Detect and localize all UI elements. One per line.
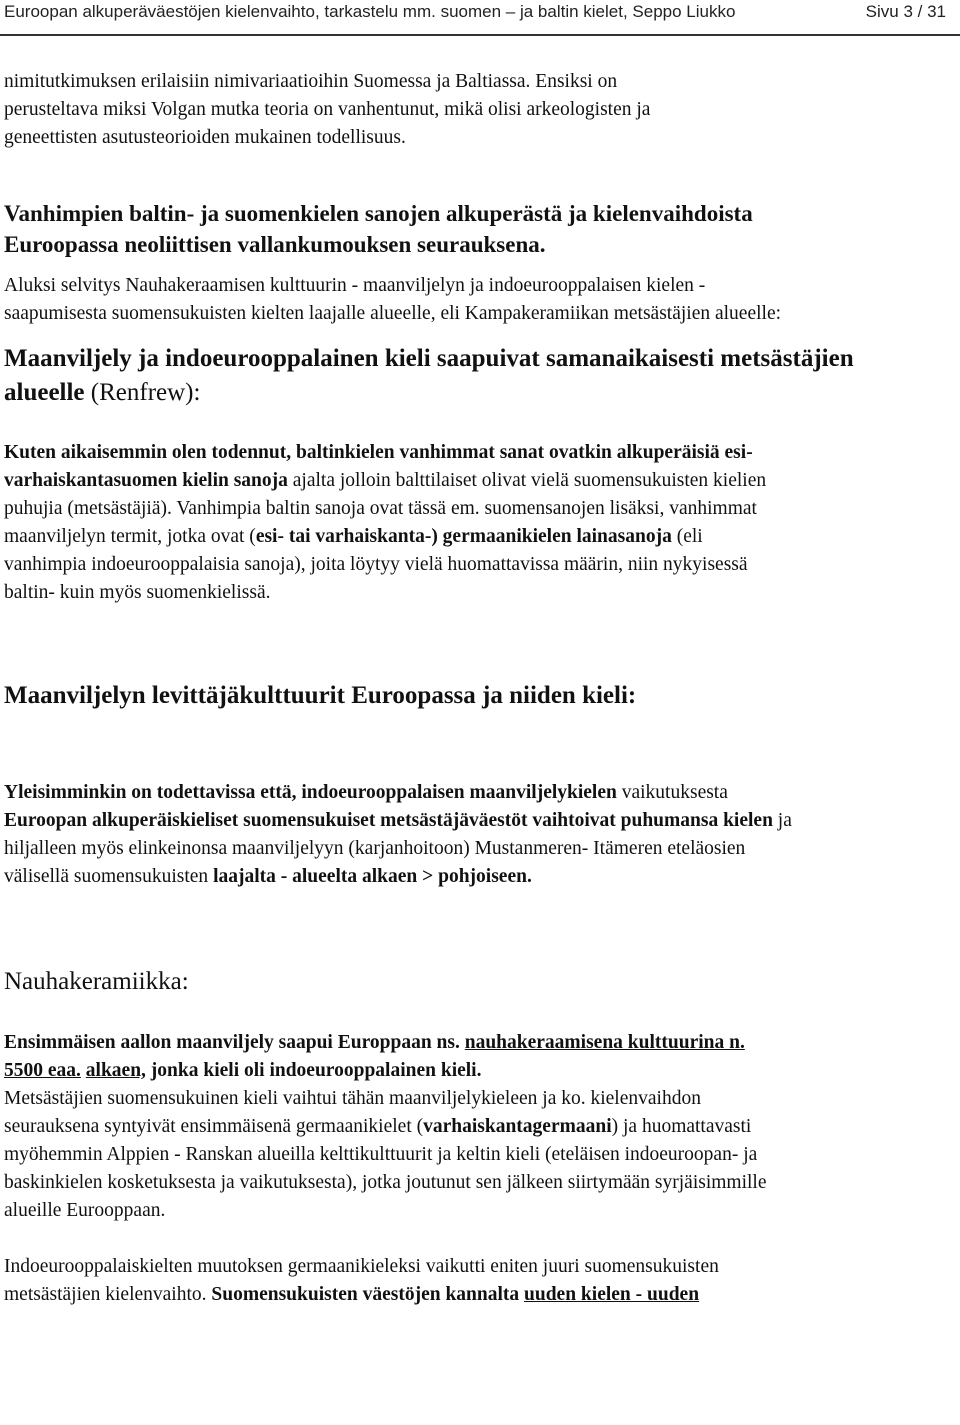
section-heading-3	[4, 679, 954, 713]
text-line: Indoeurooppalaiskielten muutoksen germaanikieleksi vaikutti eniten juuri suomensukuisten	[4, 1256, 719, 1277]
text-line	[4, 863, 954, 891]
text-line	[4, 779, 954, 807]
heading-line: Nauhakeramiikka:	[4, 968, 189, 995]
paragraph-aluksi	[4, 272, 954, 328]
heading-line: Maanviljelyn levittäjäkulttuurit Euroopassa ja niiden kieli:	[4, 682, 637, 709]
paragraph-indoeurooppalaiskielten	[4, 1253, 954, 1309]
text-line	[4, 1113, 954, 1141]
text-span: maanviljelyn termit, jotka ovat (	[4, 526, 256, 547]
text-span: välisellä suomensukuisten	[4, 866, 214, 887]
document-body	[4, 68, 954, 1309]
text-line: perusteltava miksi Volgan mutka teoria on vanhentunut, mikä olisi arkeologisten ja	[4, 99, 651, 120]
bold-span: varhaiskantagermaani	[423, 1116, 612, 1137]
section-heading-2	[4, 342, 954, 410]
text-line: Metsästäjien suomensukuinen kieli vaihtui tähän maanviljelykieleen ja ko. kielenvaihdon	[4, 1088, 701, 1109]
heading-line: Euroopassa neoliittisen vallankumouksen seurauksena.	[4, 232, 546, 257]
bold-span: Suomensukuisten väestöjen kannalta	[211, 1284, 525, 1305]
text-line	[4, 523, 954, 551]
bold-span: laajalta - alueelta alkaen > pohjoiseen.	[213, 866, 532, 887]
bold-span: Euroopan alkuperäiskieliset suomensukuiset metsästäjäväestöt vaihtoivat puhumansa kielen	[4, 810, 773, 831]
text-line: Kuten aikaisemmin olen todennut, baltinkielen vanhimmat sanat ovatkin alkuperäisiä esi-	[4, 442, 753, 463]
bold-span: Yleisimminkin on todettavissa että, indoeurooppalaisen maanviljelykielen	[4, 782, 617, 803]
heading-line: Vanhimpien baltin- ja suomenkielen sanojen alkuperästä ja kielenvaihdoista	[4, 201, 753, 226]
text-span: vaikutuksesta	[616, 782, 728, 803]
bold-span: varhaiskantasuomen kielin sanoja	[4, 470, 288, 491]
text-line	[4, 1057, 954, 1085]
text-span: ) ja huomattavasti	[611, 1116, 752, 1137]
paragraph-intro	[4, 68, 954, 152]
text-line: hiljalleen myös elinkeinonsa maanviljelyyn (karjanhoitoon) Mustanmeren- Itämeren eteläosien	[4, 838, 746, 859]
text-line: baskinkielen kosketuksesta ja vaikutuksesta), jotka joutunut sen jälkeen siirtymään syrjäisimmille	[4, 1172, 767, 1193]
text-span: ja	[772, 810, 792, 831]
text-span: (Renfrew):	[84, 379, 201, 406]
text-line: baltin- kuin myös suomenkielissä.	[4, 582, 271, 603]
text-line: nimitutkimuksen erilaisiin nimivariaatioihin Suomessa ja Baltiassa. Ensiksi on	[4, 71, 618, 92]
underlined-span: nauhakeraamisena kulttuurina n.	[464, 1032, 745, 1053]
text-line: alueille Eurooppaan.	[4, 1200, 166, 1221]
heading-line: Maanviljely ja indoeurooppalainen kieli saapuivat samanaikaisesti metsästäjien	[4, 345, 854, 372]
paragraph-nauhakeramiikka	[4, 1029, 954, 1225]
text-line: myöhemmin Alppien - Ranskan alueilla kelttikulttuurit ja keltin kieli (eteläisen indoeuroopan- ja	[4, 1144, 758, 1165]
text-line: geneettisten asutusteorioiden mukainen todellisuus.	[4, 127, 406, 148]
section-heading-4	[4, 965, 954, 999]
page-number: Sivu 3 / 31	[865, 2, 946, 21]
bold-span: alueelle	[4, 379, 85, 406]
text-line: puhujia (metsästäjiä). Vanhimpia baltin sanoja ovat tässä em. suomensanojen lisäksi, vanhimmat	[4, 498, 757, 519]
underlined-span: uuden kielen - uuden	[524, 1284, 700, 1305]
heading-line	[4, 376, 954, 410]
header-divider	[0, 34, 960, 36]
text-span: seurauksena syntyivät ensimmäisenä germaanikielet (	[4, 1116, 424, 1137]
header-title: Euroopan alkuperäväestöjen kielenvaihto, tarkastelu mm. suomen – ja baltin kielet, Seppo Liukko	[4, 2, 736, 21]
underlined-span: alkaen,	[85, 1060, 146, 1081]
underlined-span: 5500 eaa.	[4, 1060, 81, 1081]
text-line: vanhimpia indoeurooppalaisia sanoja), joita löytyy vielä huomattavissa määrin, niin nykyisessä	[4, 554, 748, 575]
text-line	[4, 807, 954, 835]
text-span: ajalta jolloin balttilaiset olivat vielä suomensukuisten kielien	[287, 470, 767, 491]
text-line	[4, 1029, 954, 1057]
text-line: saapumisesta suomensukuisten kielten laajalle alueelle, eli Kampakeramiikan metsästäjien alueelle:	[4, 303, 782, 324]
paragraph-kuten	[4, 439, 954, 607]
text-span: Ensimmäisen aallon maanviljely saapui Europpaan ns.	[4, 1032, 465, 1053]
section-heading-1	[4, 198, 954, 260]
page-header	[0, 0, 960, 44]
text-span: metsästäjien kielenvaihto.	[4, 1284, 212, 1305]
text-line: Aluksi selvitys Nauhakeraamisen kulttuurin - maanviljelyn ja indoeurooppalaisen kielen -	[4, 275, 706, 296]
text-line	[4, 467, 954, 495]
text-span: (eli	[671, 526, 703, 547]
text-line	[4, 1281, 954, 1309]
bold-span: esi- tai varhaiskanta-) germaanikielen lainasanoja	[255, 526, 672, 547]
text-span: jonka kieli oli indoeurooppalainen kieli.	[145, 1060, 482, 1081]
paragraph-yleisimminkin	[4, 779, 954, 891]
